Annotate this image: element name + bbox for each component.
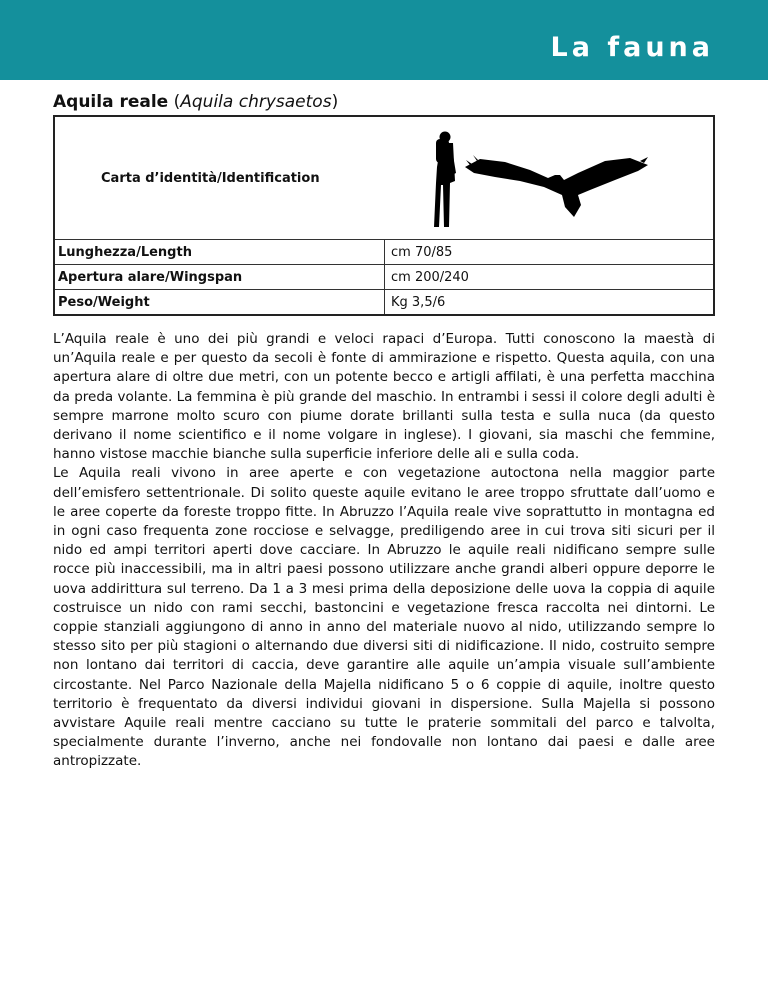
identification-row <box>55 265 713 290</box>
species-close-paren: ) <box>331 92 339 112</box>
eagle-silhouette-icon <box>465 155 648 217</box>
hiker-silhouette-icon <box>434 132 456 228</box>
species-open-paren: ( <box>168 92 181 112</box>
description-text <box>53 330 715 772</box>
identification-row <box>55 290 713 314</box>
row-value: cm 200/240 <box>391 269 469 285</box>
page-title: La fauna <box>550 32 714 63</box>
species-common-name: Aquila reale <box>53 92 169 112</box>
row-key: Lunghezza/Length <box>55 240 385 264</box>
row-value: cm 70/85 <box>391 244 453 260</box>
size-comparison-figure <box>385 117 713 239</box>
size-comparison-svg <box>410 127 710 227</box>
row-key: Apertura alare/Wingspan <box>55 265 385 289</box>
header-banner <box>0 0 768 80</box>
identification-label: Carta d’identità/Identification <box>101 170 320 186</box>
species-title <box>53 92 338 112</box>
row-key: Peso/Weight <box>55 290 385 314</box>
species-scientific-name: Aquila chrysaetos <box>180 92 332 112</box>
description-paragraph: Le Aquila reali vivono in aree aperte e con vegetazione autoctona nella maggior parte dell’emisfero settentrionale. Di solito queste aquile evitano le aree troppo sfruttate dall’uomo e le aree coperte da foreste troppo fitte. In Abruzzo l’Aquila reale vive soprattutto in montagna ed in ogni caso frequenta zone rocciose e selvagge, prediligendo aree in cui trova siti sicuri per il nido ed ampi territori aperti dove cacciare. In Abruzzo le aquile reali nidificano sempre sulle rocce più inaccessibili, ma in altri paesi possono utilizzare anche grandi alberi oppure deporre le uova addirittura sul terreno. Da 1 a 3 mesi prima della deposizione delle uova la coppia di aquile costruisce un nido con rami secchi, bastoncini e vegetazione fresca raccolta nei dintorni. Le coppie stanziali aggiungono di anno in anno del materiale nuovo al nido, utilizzando sempre lo stesso sito per più stagioni o alternando due diversi siti di nidificazione. Il nido, costruito sempre non lontano dai territori di caccia, deve garantire alle aquile un’ampia visuale sull’ambiente circostante. Nel Parco Nazionale della Majella nidificano 5 o 6 coppie di aquile, inoltre questo territorio è frequentato da diversi individui giovani in dispersione. Sulla Majella si possono avvistare Aquile reali mentre cacciano su tutte le praterie sommitali del parco e talvolta, specialmente durante l’inverno, anche nei fondovalle non lontano dai paesi e dalle aree antropizzate. <box>53 465 715 770</box>
row-value: Kg 3,5/6 <box>391 294 446 310</box>
identification-row <box>55 240 713 265</box>
identification-header <box>55 117 713 240</box>
description-paragraph: L’Aquila reale è uno dei più grandi e veloci rapaci d’Europa. Tutti conoscono la maestà di un’Aquila reale e per questo da secoli è fonte di ammirazione e rispetto. Questa aquila, con una apertura alare di oltre due metri, con un potente becco e artigli affilati, è una perfetta macchina da preda volante. La femmina è più grande del maschio. In entrambi i sessi il colore degli adulti è sempre marrone molto scuro con piume dorate brillanti sulla testa e sulla nuca (da questo derivano il nome scientifico e il nome volgare in inglese). I giovani, sia maschi che femmine, hanno vistose macchie bianche sulla superficie inferiore delle ali e sulla coda. <box>53 331 715 463</box>
identification-table <box>53 115 715 316</box>
